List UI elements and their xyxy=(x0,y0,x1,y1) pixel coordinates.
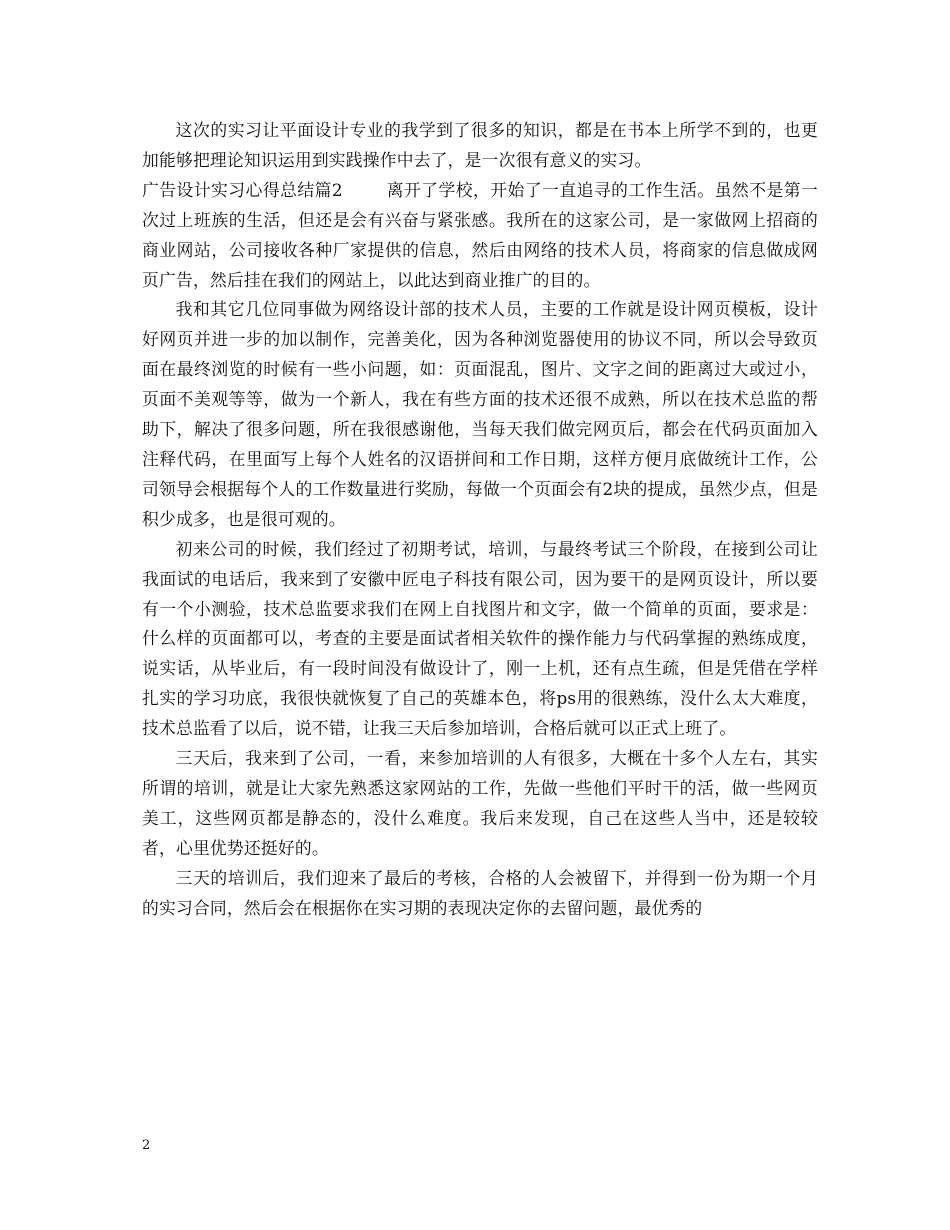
paragraph: 三天后，我来到了公司，一看，来参加培训的人有很多，大概在十多个人左右，其实所谓的培训，就是让大家先熟悉这家网站的工作，先做一些他们平时干的活，做一些网页美工，这些网页都是静态的，没什么难度。我后来发现，自己在这些人当中，还是较较者，心里优势还挺好的。 xyxy=(142,748,818,858)
paragraph: 初来公司的时候，我们经过了初期考试，培训，与最终考试三个阶段，在接到公司让我面试的电话后，我来到了安徽中匠电子科技有限公司，因为要干的是网页设计，所以要有一个小测验，技术总监要求我们在网上自找图片和文字，做一个简单的页面，要求是：什么样的页面都可以，考查的主要是面试者相关软件的操作能力与代码掌握的熟练成度，说实话，从毕业后，有一段时间没有做设计了，刚一上机，还有点生疏，但是凭借在学样扎实的学习功底，我很快就恢复了自己的英雄本色，将ps用的很熟练，没什么太大难度，技术总监看了以后，说不错，让我三天后参加培训，合格后就可以正式上班了。 xyxy=(142,538,818,739)
paragraph: 三天的培训后，我们迎来了最后的考核，合格的人会被留下，并得到一份为期一个月的实习合同，然后会在根据你在实习期的表现决定你的去留问题，最优秀的 xyxy=(142,867,818,918)
paragraph-with-heading xyxy=(142,176,818,296)
page-number: 2 xyxy=(142,1138,151,1153)
document-body xyxy=(142,116,818,923)
paragraph: 我和其它几位同事做为网络设计部的技术人员，主要的工作就是设计网页模板，设计好网页并进一步的加以制作，完善美化，因为各种浏览器使用的协议不同，所以会导致页面在最终浏览的时候有一些小问题，如：页面混乱，图片、文字之间的距离过大或过小，页面不美观等等，做为一个新人，我在有些方面的技术还很不成熟，所以在技术总监的帮助下，解决了很多问题，所在我很感谢他，当每天我们做完网页后，都会在代码页面加入注释代码，在里面写上每个人姓名的汉语拼间和工作日期，这样方便月底做统计工作，公司领导会根据每个人的工作数量进行奖励，每做一个页面会有2块的提成，虽然少点，但是积少成多，也是很可观的。 xyxy=(142,299,818,529)
paragraph: 这次的实习让平面设计专业的我学到了很多的知识，都是在书本上所学不到的，也更加能够把理论知识运用到实践操作中去了，是一次很有意义的实习。 xyxy=(142,120,818,170)
paragraph-text: 离开了学校，开始了一直追寻的工作生活。虽然不是第一次过上班族的生活，但还是会有兴奋与紧张感。我所在的这家公司，是一家做网上招商的商业网站，公司接收各种厂家提供的信息，然后由网络的技术人员，将商家的信息做成网页广告，然后挂在我们的网站上，以此达到商业推广的目的。 xyxy=(142,179,818,290)
section-heading: 广告设计实习心得总结篇2 xyxy=(142,179,343,200)
